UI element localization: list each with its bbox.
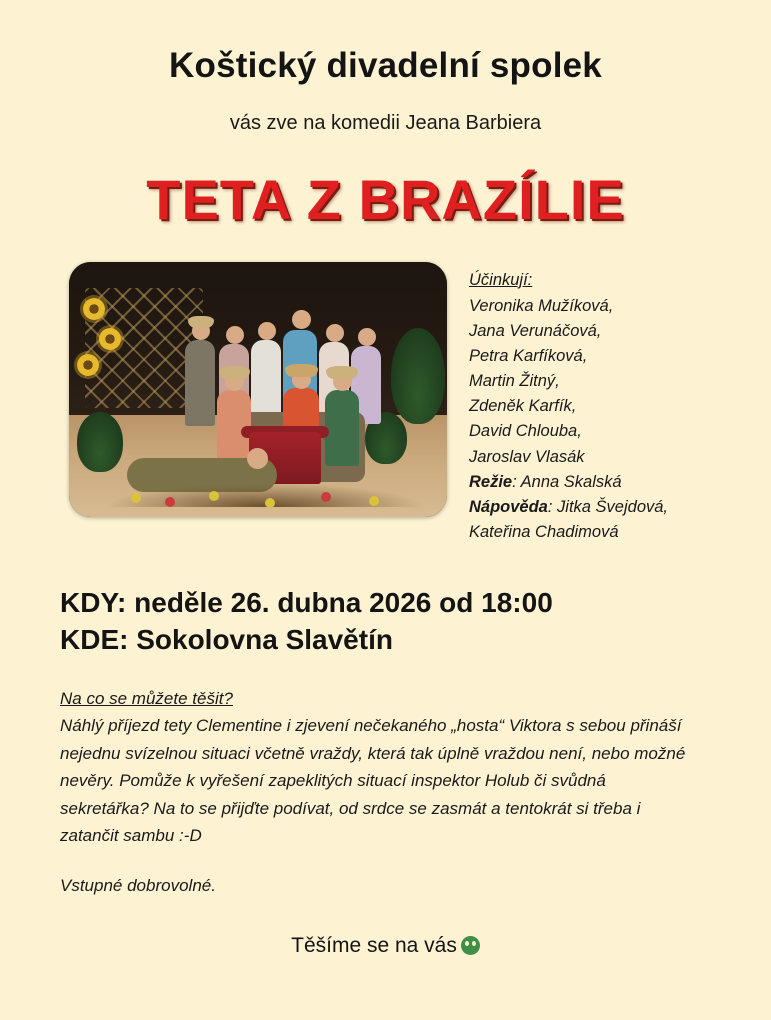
smiley-icon [461,936,480,955]
ensemble-photo [69,262,447,517]
cast-heading: Účinkují: [469,271,533,289]
cast-member: Jaroslav Vlasák [469,447,585,466]
play-title: TETA Z BRAZÍLIE [146,168,625,231]
prompter-name: : Jitka Švejdová, [547,497,668,516]
event-details [44,585,727,659]
cast-member: David Chlouba, [469,422,582,441]
cast-member: Zdeněk Karfík, [469,397,577,416]
cast-list [447,262,727,545]
prompter-label: Nápověda [469,497,548,516]
director-label: Režie [469,472,513,491]
closing-line [44,933,727,958]
director-name: : Anna Skalská [512,472,622,491]
invitation-line: vás zve na komedii Jeana Barbiera [229,112,542,134]
company-title: Koštický divadelní spolek [169,46,602,85]
closing-text: Těšíme se na vás [291,934,457,958]
description-heading: Na co se můžete těšit? [60,688,233,708]
description-text: Náhlý příjezd tety Clementine i zjevení nečekaného „hosta“ Viktora s sebou přináší nejednu svízelnou situaci včetně vraždy, která tak úplně vraždou není, nebo možné nevěry. Pomůže k vyřešení zapeklitých situací inspektor Holub či svůdná sekretářka? Na to se přijďte podívat, od srdce se zasmát a tentokrát si třeba i zatančit sambu :-D [60,716,686,846]
cast-member: Veronika Mužíková, [469,297,614,316]
description-block [44,685,727,900]
entry-fee: Vstupné dobrovolné. [60,875,216,895]
stage-photo-graphic [69,262,447,517]
event-datetime: KDY: neděle 26. dubna 2026 od 18:00 [60,586,553,618]
event-venue: KDE: Sokolovna Slavětín [60,623,393,655]
cast-member: Jana Verunáčová, [469,322,602,341]
cast-member: Martin Žitný, [469,372,560,391]
prompter-name-second: Kateřina Chadimová [469,522,619,541]
director-line [469,470,727,495]
prompter-line [469,495,727,520]
photo-and-cast-row [44,262,727,545]
cast-member: Petra Karfíková, [469,347,588,366]
